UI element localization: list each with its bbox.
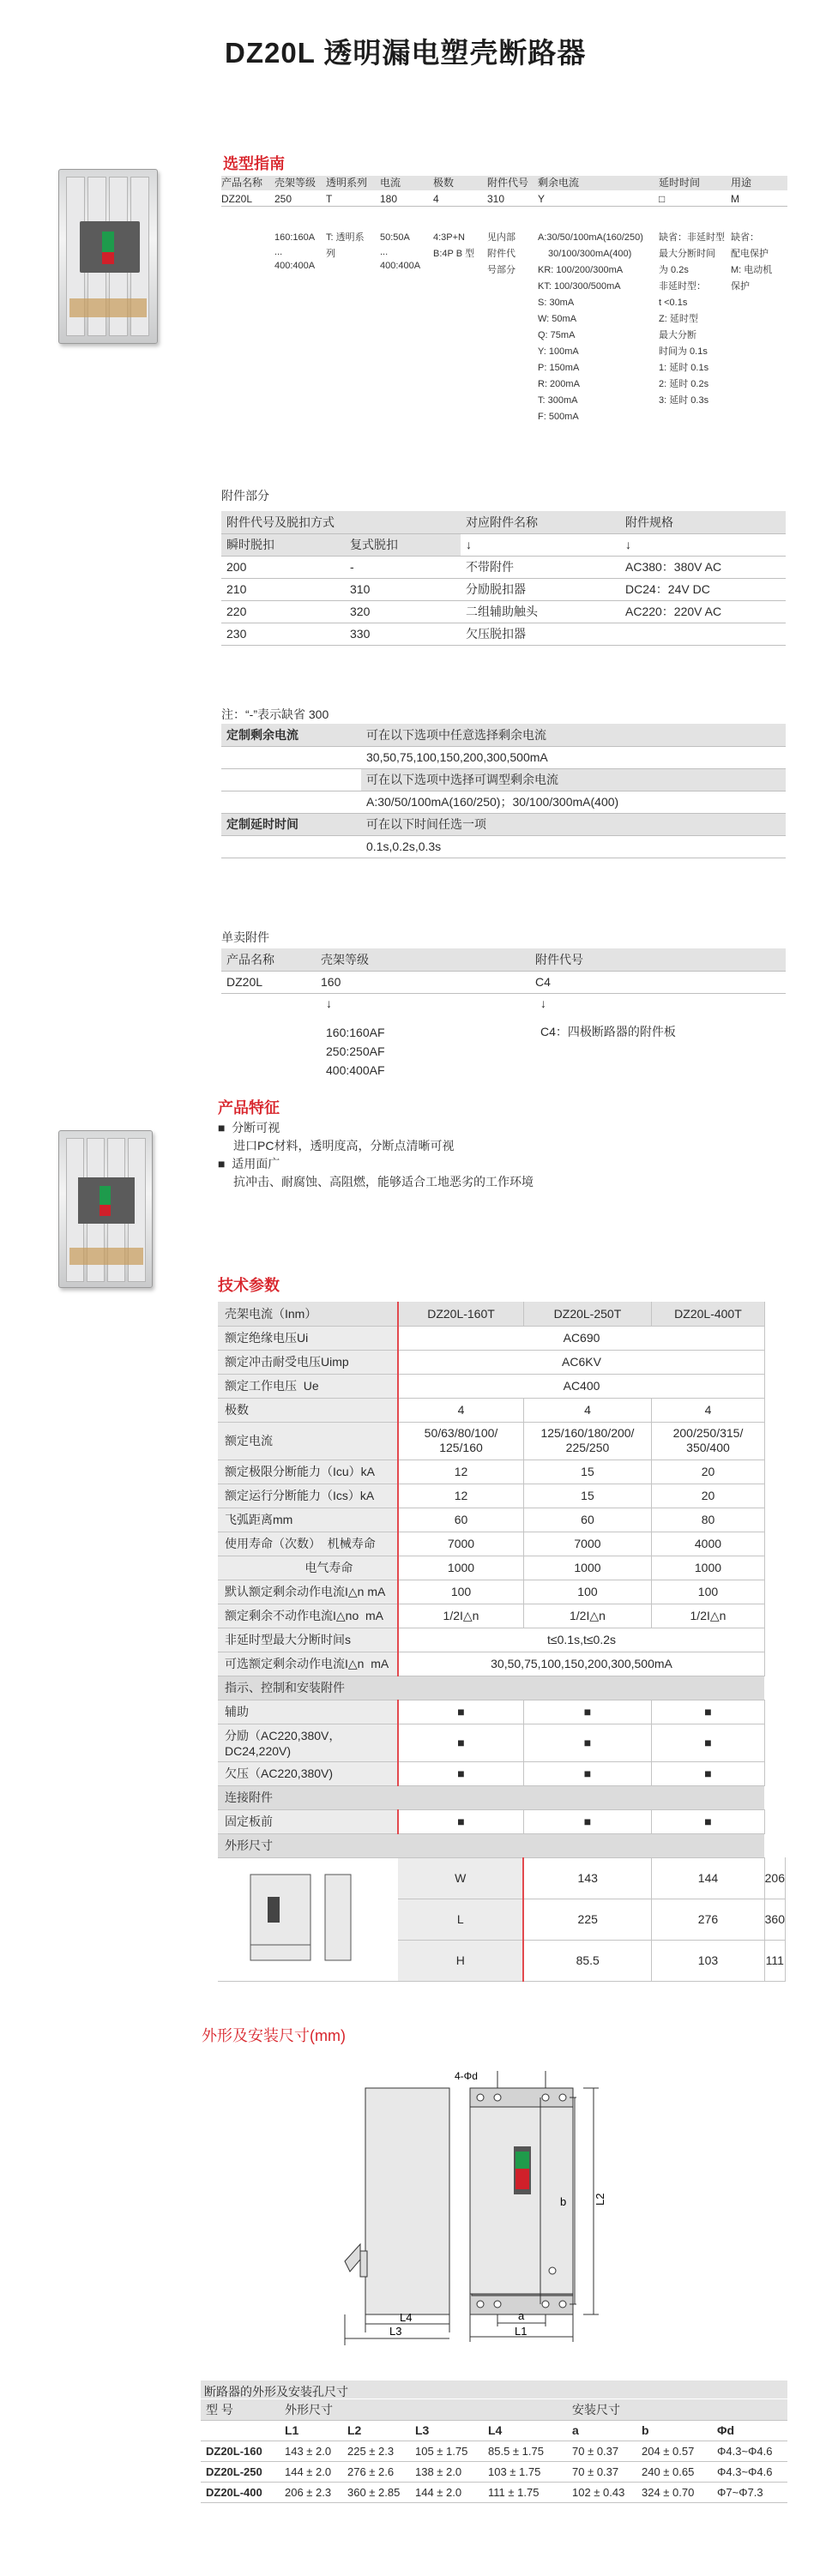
- accessory-cell: 220: [221, 600, 345, 623]
- tech-span-cell: t≤0.1s,t≤0.2s: [398, 1628, 764, 1652]
- tech-row: [218, 1724, 786, 1761]
- tech-header-cell: DZ20L-250T: [523, 1302, 652, 1326]
- label-l4: L4: [400, 2311, 413, 2324]
- sel-header: 附件代号: [487, 177, 529, 189]
- custom-r1-b: 30,50,75,100,150,200,300,500mA: [361, 746, 786, 768]
- single-v3: C4: [530, 971, 786, 993]
- tech-row-label: 分励（AC220,380V， DC24,220V): [218, 1724, 398, 1761]
- single-title: 单卖附件: [221, 930, 269, 944]
- mark-icon: ■: [398, 1700, 523, 1724]
- tech-row-label: 额定绝缘电压Ui: [218, 1326, 398, 1350]
- dim-cell: 324 ± 0.70: [636, 2482, 712, 2502]
- tech-cell: 125/160/180/200/ 225/250: [523, 1422, 652, 1460]
- dim-value: 225: [523, 1899, 652, 1940]
- dim-cell: Φ4.3~Φ4.6: [712, 2441, 787, 2461]
- sel-example: 4: [433, 193, 439, 205]
- bullet-icon: ■: [218, 1157, 226, 1171]
- dim-cell: 138 ± 2.0: [410, 2461, 483, 2482]
- accessory-cell: 200: [221, 556, 345, 578]
- dim-cell: DZ20L-250: [201, 2461, 280, 2482]
- dim-cell: 85.5 ± 1.75: [483, 2441, 567, 2461]
- dim-header-2: [201, 2420, 787, 2441]
- sel-line: A:30/50/100mA(160/250): [538, 232, 643, 243]
- dim-cell: 111 ± 1.75: [483, 2482, 567, 2502]
- custom-r2-label: 定制延时时间: [221, 813, 361, 835]
- tech-cell: 1000: [523, 1556, 652, 1580]
- dim-key: W: [398, 1857, 523, 1899]
- sel-header: 用途: [731, 177, 752, 189]
- tech-cell: 20: [652, 1484, 764, 1508]
- tech-cell: 200/250/315/ 350/400: [652, 1422, 764, 1460]
- acc-arrow: ↓: [461, 533, 620, 556]
- tech-cell: 100: [398, 1580, 523, 1604]
- sel-line: 3: 延时 0.3s: [659, 395, 709, 406]
- outline-drawing: [326, 2062, 652, 2362]
- tech-row-label: 额定剩余不动作电流I△no mA: [218, 1604, 398, 1628]
- accessory-cell: [620, 623, 786, 645]
- tech-row-label: 默认额定剩余动作电流I△n mA: [218, 1580, 398, 1604]
- tech-group: [218, 1785, 786, 1809]
- col-use: [731, 230, 772, 295]
- dim-row: [201, 2441, 787, 2461]
- tech-cell: 12: [398, 1460, 523, 1484]
- col-current: 50:50A ... 400:400A: [380, 232, 421, 271]
- single-h3: 附件代号: [530, 948, 786, 971]
- mark-icon: ■: [652, 1809, 764, 1833]
- sel-line: T: 300mA: [538, 395, 578, 406]
- single-v2: 160: [316, 971, 530, 993]
- tech-cell: 1/2I△n: [398, 1604, 523, 1628]
- dim-value: 360: [764, 1899, 785, 1940]
- dim-key: L: [398, 1899, 523, 1940]
- dim-cell: 70 ± 0.37: [567, 2461, 636, 2482]
- dim-cell: 206 ± 2.3: [280, 2482, 342, 2502]
- tech-cell: 4: [398, 1398, 523, 1422]
- tech-cell: 15: [523, 1460, 652, 1484]
- tech-group-label: 指示、控制和安装附件: [218, 1676, 764, 1700]
- tech-header: [218, 1302, 786, 1326]
- sel-line: 缺省：非延时型: [659, 232, 725, 243]
- outline-title: 外形及安装尺寸(mm): [202, 2027, 346, 2044]
- tech-cell: 60: [398, 1508, 523, 1532]
- sel-header: 壳架等级: [274, 177, 317, 189]
- dim-cell: DZ20L-160: [201, 2441, 280, 2461]
- tech-row: [218, 1398, 786, 1422]
- dim-cell: 225 ± 2.3: [342, 2441, 410, 2461]
- acc-arrow2: ↓: [620, 533, 786, 556]
- mark-icon: ■: [398, 1761, 523, 1785]
- tech-span-cell: AC400: [398, 1374, 764, 1398]
- dim-cell: 144 ± 2.0: [410, 2482, 483, 2502]
- accessory-title: 附件部分: [221, 489, 269, 503]
- tech-cell: 100: [652, 1580, 764, 1604]
- tech-span-cell: AC690: [398, 1326, 764, 1350]
- sel-example: T: [326, 193, 333, 205]
- label-b: b: [560, 2195, 567, 2208]
- dim-value: 85.5: [523, 1940, 652, 1981]
- dim-cell: 103 ± 1.75: [483, 2461, 567, 2482]
- dim-row: [201, 2482, 787, 2502]
- tech-row-label: 电气寿命: [218, 1556, 398, 1580]
- tech-row: [218, 1350, 786, 1374]
- tech-cell: 4: [523, 1398, 652, 1422]
- tech-row: [218, 1604, 786, 1628]
- accessory-cell: AC380：380V AC: [620, 556, 786, 578]
- dim-h-outer: 外形尺寸: [280, 2399, 567, 2420]
- sel-line: 配电保护: [731, 249, 769, 259]
- dim-col-header: L3: [410, 2420, 483, 2441]
- tech-header-cell: DZ20L-160T: [398, 1302, 523, 1326]
- sel-line: Y: 100mA: [538, 346, 579, 357]
- accessory-row: [221, 623, 786, 645]
- sel-line: t <0.1s: [659, 298, 688, 308]
- sel-header: 电流: [380, 177, 401, 189]
- tech-cell: 100: [523, 1580, 652, 1604]
- sel-line: 非延时型：: [659, 281, 706, 292]
- dim-cell: 144 ± 2.0: [280, 2461, 342, 2482]
- tech-row: [218, 1374, 786, 1398]
- dim-col-header: L1: [280, 2420, 342, 2441]
- tech-row: [218, 1652, 786, 1676]
- custom-r1-label: 定制剩余电流: [221, 724, 361, 746]
- dim-cell: DZ20L-400: [201, 2482, 280, 2502]
- dim-value: 111: [764, 1940, 785, 1981]
- sel-example: □: [659, 193, 666, 205]
- dim-cell: Φ4.3~Φ4.6: [712, 2461, 787, 2482]
- dim-value: 206: [764, 1857, 785, 1899]
- sel-line: M: 电动机: [731, 265, 773, 275]
- tech-row-label: 使用寿命（次数） 机械寿命: [218, 1532, 398, 1556]
- single-arrow-1: ↓: [326, 996, 332, 1010]
- sel-line: 30/100/300mA(400): [548, 249, 632, 259]
- tech-row-label: 额定极限分断能力（Icu）kA: [218, 1460, 398, 1484]
- tech-row: [218, 1556, 786, 1580]
- tech-cell: 4000: [652, 1532, 764, 1556]
- tech-group: [218, 1833, 786, 1857]
- accessory-cell: 不带附件: [461, 556, 620, 578]
- sel-line: 缺省：: [731, 232, 759, 243]
- single-h1: 产品名称: [221, 948, 316, 971]
- custom-note: 注：“-”表示缺省 300: [221, 707, 329, 721]
- tech-cell: 50/63/80/100/ 125/160: [398, 1422, 523, 1460]
- custom-r2-b: 0.1s,0.2s,0.3s: [361, 835, 786, 858]
- tech-row-label: 可选额定剩余动作电流I△n mA: [218, 1652, 398, 1676]
- selection-title: 选型指南: [223, 155, 285, 172]
- sel-line: P: 150mA: [538, 363, 580, 373]
- label-l3: L3: [389, 2325, 402, 2338]
- sel-example: Y: [538, 193, 546, 205]
- product-image-top: [58, 169, 158, 344]
- accessory-cell: 310: [345, 578, 461, 600]
- single-v1: DZ20L: [221, 971, 316, 993]
- acc-sub2: 复式脱扣: [345, 533, 461, 556]
- accessory-row: [221, 556, 786, 578]
- tech-dim-row: [218, 1857, 786, 1899]
- tech-cell: 12: [398, 1484, 523, 1508]
- tech-cell: 1000: [652, 1556, 764, 1580]
- sel-line: 时间为 0.1s: [659, 346, 708, 357]
- single-h2: 壳架等级: [316, 948, 530, 971]
- tech-row-label: 固定板前: [218, 1809, 398, 1833]
- sel-header: 极数: [433, 177, 455, 189]
- tech-row-label: 额定电流: [218, 1422, 398, 1460]
- sel-header: 产品名称: [221, 177, 263, 189]
- sel-line: R: 200mA: [538, 379, 580, 389]
- tech-group-label: 外形尺寸: [218, 1833, 764, 1857]
- custom-r1-d: A:30/50/100mA(160/250)；30/100/300mA(400): [361, 791, 786, 813]
- tech-row-label: 额定工作电压 Ue: [218, 1374, 398, 1398]
- features-title: 产品特征: [218, 1099, 280, 1116]
- bullet-icon: ■: [218, 1121, 226, 1135]
- label-hole: 4-Φd: [455, 2070, 478, 2082]
- dim-cell: Φ7~Φ7.3: [712, 2482, 787, 2502]
- custom-r1-c: 可在以下选项中选择可调型剩余电流: [361, 768, 786, 791]
- tech-cell: 60: [523, 1508, 652, 1532]
- dim-cell: 360 ± 2.85: [342, 2482, 410, 2502]
- tech-row: [218, 1809, 786, 1833]
- dim-cell: 102 ± 0.43: [567, 2482, 636, 2502]
- mark-icon: ■: [398, 1724, 523, 1761]
- tech-row: [218, 1580, 786, 1604]
- accessory-cell: 二组辅助触头: [461, 600, 620, 623]
- dim-caption: 断路器的外形及安装孔尺寸: [204, 2385, 348, 2398]
- sel-line: F: 500mA: [538, 412, 579, 422]
- tech-span-cell: 30,50,75,100,150,200,300,500mA: [398, 1652, 764, 1676]
- tech-cell: 15: [523, 1484, 652, 1508]
- dim-cell: 204 ± 0.57: [636, 2441, 712, 2461]
- acc-sub1: 瞬时脱扣: [221, 533, 345, 556]
- dim-value: 276: [652, 1899, 764, 1940]
- dim-key: H: [398, 1940, 523, 1981]
- mark-icon: ■: [523, 1809, 652, 1833]
- sel-line: W: 50mA: [538, 314, 577, 324]
- accessory-table: [221, 511, 786, 646]
- custom-table: [221, 724, 786, 858]
- tech-row: [218, 1628, 786, 1652]
- sel-line: 最大分断: [659, 330, 696, 340]
- sel-example: 250: [274, 193, 292, 205]
- dim-cell: 70 ± 0.37: [567, 2441, 636, 2461]
- dim-h-install: 安装尺寸: [567, 2399, 787, 2420]
- sel-line: S: 30mA: [538, 298, 575, 308]
- dim-col-header: b: [636, 2420, 712, 2441]
- tech-row: [218, 1700, 786, 1724]
- tech-row-label: 辅助: [218, 1700, 398, 1724]
- mark-icon: ■: [398, 1809, 523, 1833]
- accessory-cell: -: [345, 556, 461, 578]
- sel-line: 最大分断时间: [659, 249, 715, 259]
- col-accessory: 见内部 附件代 号部分: [487, 232, 515, 275]
- sel-line: Q: 75mA: [538, 330, 576, 340]
- sel-header: 剩余电流: [538, 177, 580, 189]
- tech-group: [218, 1676, 786, 1700]
- sel-header: 透明系列: [326, 177, 368, 189]
- accessory-cell: 320: [345, 600, 461, 623]
- tech-row: [218, 1761, 786, 1785]
- tech-row-label: 额定冲击耐受电压Uimp: [218, 1350, 398, 1374]
- dim-cell: 276 ± 2.6: [342, 2461, 410, 2482]
- accessory-row: [221, 600, 786, 623]
- acc-h2: 对应附件名称: [461, 511, 620, 533]
- tech-cell: 1000: [398, 1556, 523, 1580]
- col-poles: 4:3P+N B:4P B 型: [433, 232, 475, 259]
- tech-row: [218, 1422, 786, 1460]
- tech-title: 技术参数: [218, 1277, 280, 1294]
- dim-value: 144: [652, 1857, 764, 1899]
- tech-row-label: 非延时型最大分断时间s: [218, 1628, 398, 1652]
- sel-line: 为 0.2s: [659, 265, 689, 275]
- custom-r1-a: 可在以下选项中任意选择剩余电流: [361, 724, 786, 746]
- dim-col-header: Φd: [712, 2420, 787, 2441]
- col-series: T: 透明系 列: [326, 232, 365, 259]
- sel-line: 2: 延时 0.2s: [659, 379, 709, 389]
- dim-h-model: 型 号: [201, 2399, 280, 2420]
- sel-example: M: [731, 193, 739, 205]
- tech-cell: 1/2I△n: [523, 1604, 652, 1628]
- mark-icon: ■: [523, 1761, 652, 1785]
- dim-value: 103: [652, 1940, 764, 1981]
- tech-header-cell: DZ20L-400T: [652, 1302, 764, 1326]
- col-residual: [538, 230, 643, 425]
- dim-col-header: a: [567, 2420, 636, 2441]
- label-l1: L1: [515, 2325, 528, 2338]
- tech-cell: 7000: [398, 1532, 523, 1556]
- sel-example: 310: [487, 193, 505, 205]
- mark-icon: ■: [652, 1700, 764, 1724]
- tech-group-label: 连接附件: [218, 1785, 764, 1809]
- mark-icon: ■: [523, 1700, 652, 1724]
- single-arrow-2: ↓: [540, 996, 546, 1010]
- tech-cell: 7000: [523, 1532, 652, 1556]
- custom-r2-a: 可在以下时间任选一项: [361, 813, 786, 835]
- dim-col-header: L4: [483, 2420, 567, 2441]
- dim-cell: 105 ± 1.75: [410, 2441, 483, 2461]
- mark-icon: ■: [523, 1724, 652, 1761]
- sel-example: DZ20L: [221, 193, 253, 205]
- tech-row-label: 欠压（AC220,380V): [218, 1761, 398, 1785]
- tech-span-cell: AC6KV: [398, 1350, 764, 1374]
- page-title: DZ20L 透明漏电塑壳断路器: [225, 37, 587, 69]
- label-l2: L2: [594, 2193, 606, 2206]
- single-frames: 160:160AF 250:250AF 400:400AF: [326, 1026, 385, 1077]
- tech-table: [218, 1302, 786, 1982]
- dim-header-1: [201, 2399, 787, 2420]
- tech-cell: 80: [652, 1508, 764, 1532]
- dim-table: [201, 2399, 787, 2503]
- breaker-outline-icon: [244, 1863, 372, 1974]
- features-list: ■ 分断可视 进口PC材料，透明度高，分断点清晰可视 ■ 适用面广 抗冲击、耐腐蚀、高阻燃，能够适合工地恶劣的工作环境: [218, 1121, 534, 1189]
- tech-row: [218, 1508, 786, 1532]
- tech-row: [218, 1460, 786, 1484]
- tech-row: [218, 1484, 786, 1508]
- sel-line: KT: 100/300/500mA: [538, 281, 621, 292]
- product-image-features: [58, 1130, 153, 1288]
- single-table: [221, 948, 786, 994]
- sel-line: KR: 100/200/300mA: [538, 265, 624, 275]
- accessory-cell: 330: [345, 623, 461, 645]
- accessory-cell: 210: [221, 578, 345, 600]
- sel-line: Z: 延时型: [659, 314, 698, 324]
- accessory-cell: DC24：24V DC: [620, 578, 786, 600]
- sel-line: 保护: [731, 281, 750, 292]
- acc-h1: 附件代号及脱扣方式: [221, 511, 461, 533]
- dim-thumbnail: [218, 1857, 398, 1981]
- dim-cell: 143 ± 2.0: [280, 2441, 342, 2461]
- tech-row-label: 额定运行分断能力（Ics）kA: [218, 1484, 398, 1508]
- accessory-cell: 分励脱扣器: [461, 578, 620, 600]
- dim-col-header: L2: [342, 2420, 410, 2441]
- dim-row: [201, 2461, 787, 2482]
- mark-icon: ■: [652, 1761, 764, 1785]
- tech-header-cell: 壳架电流（Inm）: [218, 1302, 398, 1326]
- mark-icon: ■: [652, 1724, 764, 1761]
- tech-row-label: 极数: [218, 1398, 398, 1422]
- sel-line: 1: 延时 0.1s: [659, 363, 709, 373]
- tech-cell: 1/2I△n: [652, 1604, 764, 1628]
- tech-row-label: 飞弧距离mm: [218, 1508, 398, 1532]
- single-note: C4：四极断路器的附件板: [540, 1025, 676, 1038]
- sel-header: 延时时间: [659, 177, 701, 189]
- dim-cell: 240 ± 0.65: [636, 2461, 712, 2482]
- accessory-cell: 230: [221, 623, 345, 645]
- accessory-row: [221, 578, 786, 600]
- col-frame: 160:160A ... 400:400A: [274, 232, 316, 271]
- tech-row: [218, 1326, 786, 1350]
- accessory-cell: 欠压脱扣器: [461, 623, 620, 645]
- tech-cell: 20: [652, 1460, 764, 1484]
- sel-example: 180: [380, 193, 398, 205]
- col-delay: [659, 230, 725, 409]
- dim-value: 143: [523, 1857, 652, 1899]
- tech-cell: 4: [652, 1398, 764, 1422]
- label-a: a: [518, 2309, 525, 2322]
- acc-h3: 附件规格: [620, 511, 786, 533]
- accessory-cell: AC220：220V AC: [620, 600, 786, 623]
- tech-row: [218, 1532, 786, 1556]
